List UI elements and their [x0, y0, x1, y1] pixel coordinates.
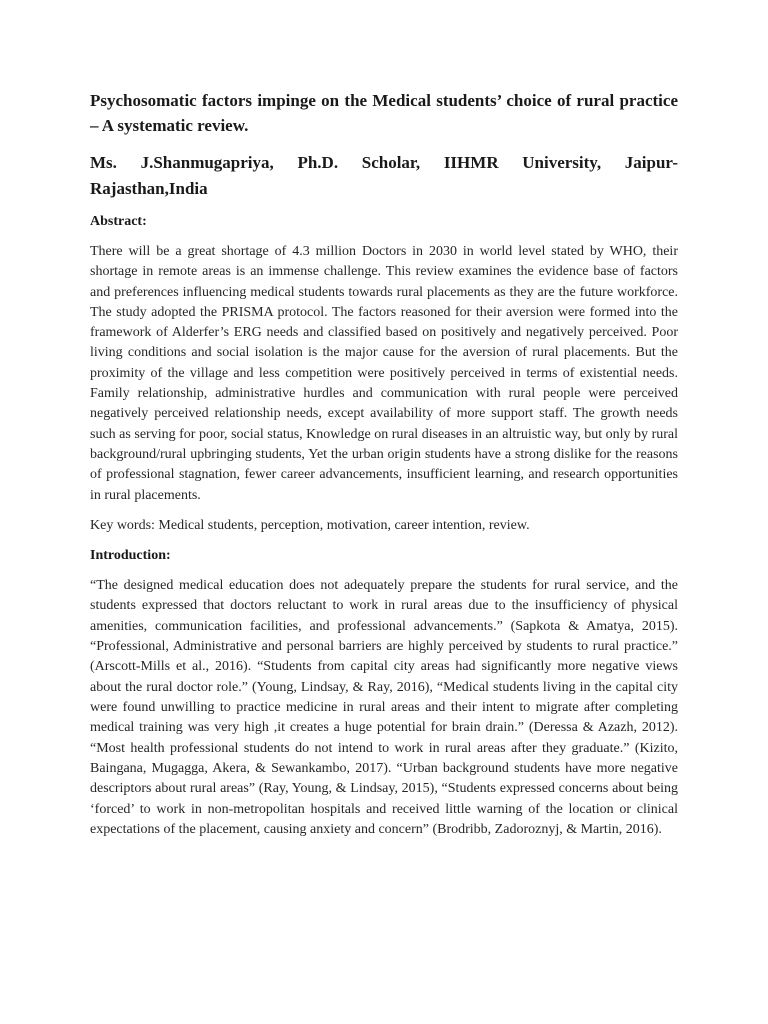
introduction-paragraph: “The designed medical education does not adequately prepare the students for rural service, and the students expressed that doctors reluctant to work in rural areas due to the insufficiency of physical amenities, communication facilities, and professional advancements.” (Sapkota & Amatya, 2015). “Professional, Administrative and personal barriers are highly perceived by students to rural practice.” (Arscott-Mills et al., 2016). “Students from capital city areas had significantly more negative views about the rural doctor role.” (Young, Lindsay, & Ray, 2016), “Medical students living in the capital city were found unwilling to practice medicine in rural areas and their intent to migrate after completing medical training was very high ,it creates a huge potential for brain drain.” (Deressa & Azazh, 2012). “Most health professional students do not intend to work in rural areas after they graduate.” (Kizito, Baingana, Mugagga, Akera, & Sewankambo, 2017). “Urban background students have more negative descriptors about rural areas” (Ray, Young, & Lindsay, 2015), “Students expressed concerns about being ‘forced’ to work in non-metropolitan hospitals and received little warning of the location or clinical expectations of the placement, causing anxiety and concern” (Brodribb, Zadoroznyj, & Martin, 2016).	[90, 577, 678, 837]
introduction-heading: Introduction:	[90, 547, 171, 563]
document-page	[90, 88, 678, 840]
author-line: Ms. J.Shanmugapriya, Ph.D. Scholar, IIHMR University, Jaipur-Rajasthan,India	[90, 153, 678, 198]
document-title: Psychosomatic factors impinge on the Medical students’ choice of rural practice – A systematic review.	[90, 91, 678, 135]
abstract-paragraph: There will be a great shortage of 4.3 million Doctors in 2030 in world level stated by WHO, their shortage in remote areas is an immense challenge. This review examines the evidence base of factors and preferences influencing medical students towards rural placements as they are the future workforce. The study adopted the PRISMA protocol. The factors reasoned for their aversion were formed into the framework of Alderfer’s ERG needs and classified based on positively and negatively perceived. Poor living conditions and social isolation is the major cause for the aversion of rural placements. But the proximity of the village and less competition were positively perceived in terms of existential needs. Family relationship, administrative hurdles and communication with rural people were perceived negatively perceived relationship needs, except availability of more support staff. The growth needs such as serving for poor, social status, Knowledge on rural diseases in an altruistic way, but only by rural background/rural upbringing students, Yet the urban origin students have a strong dislike for the reasons of professional stagnation, fewer career advancements, insufficient learning, and research opportunities in rural placements.	[90, 244, 678, 503]
abstract-heading: Abstract:	[90, 214, 147, 229]
keywords-line: Key words: Medical students, perception, motivation, career intention, review.	[90, 517, 530, 533]
